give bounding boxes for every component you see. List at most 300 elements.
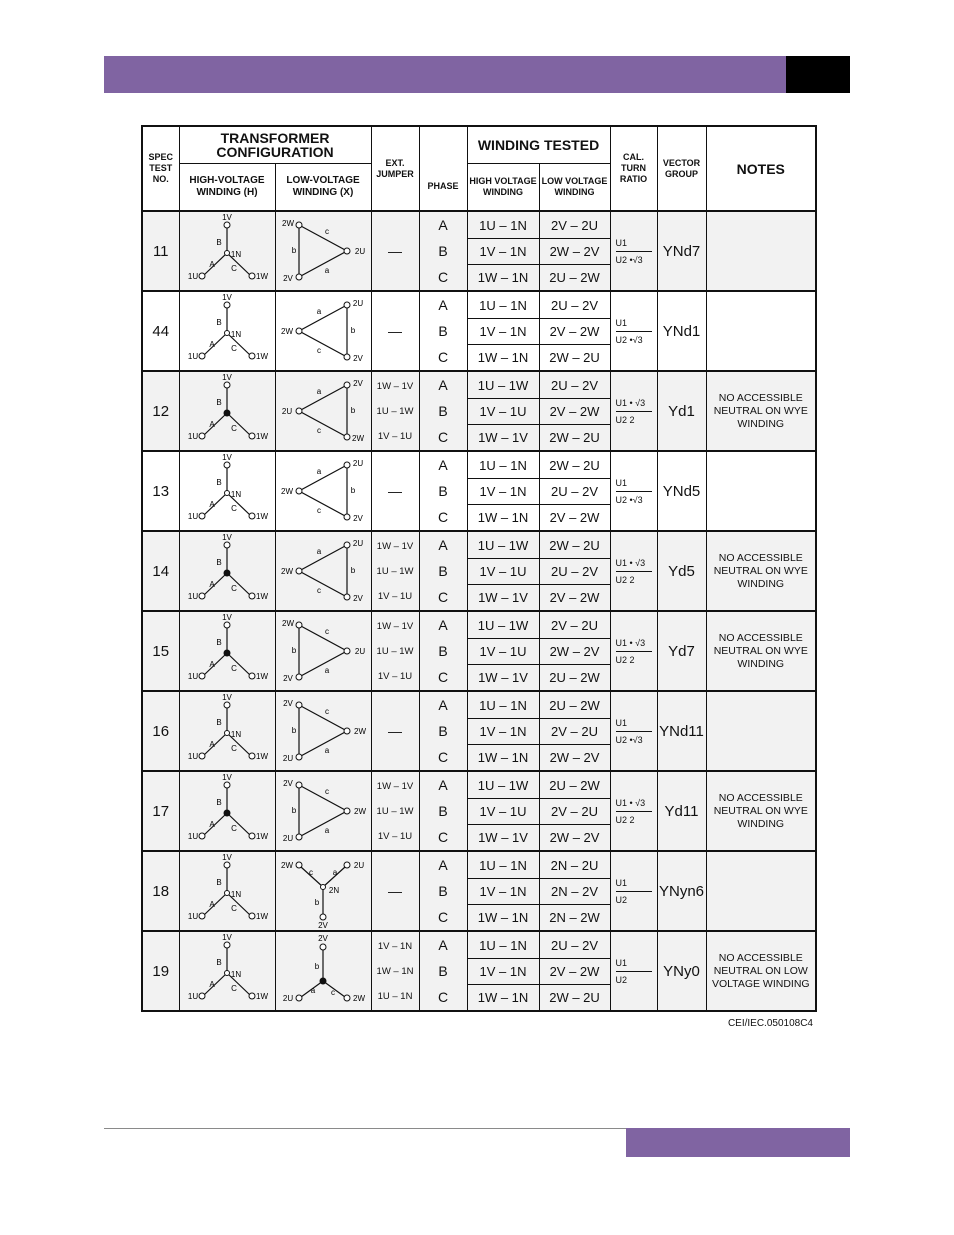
diagram-label: 1N <box>230 250 242 259</box>
vector-group: Yd11 <box>657 771 706 851</box>
hv-winding-value: 1U – 1W <box>468 773 539 799</box>
lv-diagram-icon <box>277 933 369 1009</box>
lv-winding-value: 2W – 2U <box>549 429 600 445</box>
diagram-label: 1V <box>222 613 232 622</box>
vector-group: YNd1 <box>657 291 706 371</box>
lv-winding-value: 2V – 2U <box>540 799 610 825</box>
lv-winding-value: 2N – 2V <box>540 879 610 905</box>
ext-jumper-value: 1V – 1U <box>377 670 413 682</box>
phase-label: C <box>437 669 449 685</box>
phase-label: B <box>438 403 448 419</box>
ratio-numerator: U1 • √3 <box>615 637 646 648</box>
lv-winding-tested <box>539 771 610 851</box>
diagram-label: A <box>209 420 215 429</box>
lv-winding-value: 2W – 2V <box>540 639 610 665</box>
diagram-label: C <box>231 904 237 913</box>
phase-label: B <box>438 723 448 739</box>
diagram-label: c <box>325 707 329 716</box>
table-row <box>142 851 816 931</box>
spec-test-no: 12 <box>142 371 179 451</box>
diagram-label: A <box>209 820 215 829</box>
diagram-label: a <box>316 307 322 316</box>
diagram-label: B <box>216 318 222 327</box>
diagram-label: C <box>231 744 237 753</box>
ext-jumper <box>371 371 419 451</box>
ext-jumper <box>371 931 419 1011</box>
fraction-bar <box>616 811 652 812</box>
wye-diagram-icon <box>182 213 272 289</box>
ext-jumper: — <box>371 451 419 531</box>
diagram-label: a <box>324 826 330 835</box>
ratio-denominator: U2 •√3 <box>615 734 643 745</box>
ext-jumper-header: EXT. JUMPER <box>371 126 419 211</box>
lv-winding-value: 2U – 2W <box>540 693 610 719</box>
vector-group: YNd11 <box>657 691 706 771</box>
lv-diagram-icon <box>277 533 369 609</box>
phase-label: C <box>437 589 449 605</box>
hv-winding-value: 1U – 1N <box>468 853 539 879</box>
lv-winding-tested <box>539 451 610 531</box>
diagram-label: b <box>350 486 356 495</box>
ext-jumper-value: 1U – 1W <box>376 405 414 417</box>
diagram-label: 1W <box>256 752 268 761</box>
notes-cell: NO ACCESSIBLE NEUTRAL ON WYE WINDING <box>706 371 816 451</box>
turn-ratio <box>610 451 657 531</box>
lv-diagram-icon <box>277 373 369 449</box>
diagram-label: 1U <box>187 272 199 281</box>
diagram-label: A <box>209 740 215 749</box>
wye-diagram-icon <box>182 533 272 609</box>
diagram-label: 1U <box>187 992 199 1001</box>
ratio-numerator: U1 <box>615 317 628 328</box>
diagram-label: 1V <box>222 773 232 782</box>
lv-winding-diagram <box>275 211 371 291</box>
fraction-bar <box>616 651 652 652</box>
fraction-bar <box>616 331 652 332</box>
lv-winding-diagram <box>275 691 371 771</box>
diagram-label: 1W <box>256 672 268 681</box>
diagram-label: 1U <box>187 752 199 761</box>
notes-cell: NO ACCESSIBLE NEUTRAL ON WYE WINDING <box>706 611 816 691</box>
diagram-label: c <box>325 787 329 796</box>
lv-winding-value: 2U – 2W <box>549 669 600 685</box>
diagram-label: a <box>324 666 330 675</box>
hv-winding-diagram <box>179 851 275 931</box>
lv-winding-tested <box>539 291 610 371</box>
diagram-label: 1U <box>187 832 199 841</box>
phase-label: A <box>438 297 448 313</box>
phase-cell <box>419 611 467 691</box>
lv-winding-value: 2U – 2W <box>540 773 610 799</box>
diagram-label: c <box>317 586 321 595</box>
hv-winding-value: 1U – 1N <box>468 453 539 479</box>
footer-band <box>626 1128 850 1157</box>
hv-winding-value: 1V – 1N <box>468 239 539 265</box>
turn-ratio <box>610 931 657 1011</box>
diagram-label: b <box>350 326 356 335</box>
diagram-label: C <box>231 584 237 593</box>
diagram-label: 2V <box>283 779 293 788</box>
diagram-label: c <box>317 426 321 435</box>
wye-diagram-icon <box>182 693 272 769</box>
diagram-label: 1W <box>256 992 268 1001</box>
notes-cell: NO ACCESSIBLE NEUTRAL ON WYE WINDING <box>706 531 816 611</box>
lv-winding-value: 2V – 2W <box>540 959 610 985</box>
ext-jumper-value: 1W – 1V <box>376 780 414 792</box>
diagram-label: C <box>231 424 237 433</box>
diagram-label: 2U <box>282 754 294 763</box>
lv-winding-value: 2V – 2W <box>549 589 600 605</box>
diagram-label: a <box>310 986 316 995</box>
diagram-label: b <box>291 246 297 255</box>
diagram-label: 1N <box>230 890 242 899</box>
ratio-numerator: U1 <box>615 717 628 728</box>
spec-test-no: 17 <box>142 771 179 851</box>
notes-cell: NO ACCESSIBLE NEUTRAL ON WYE WINDING <box>706 771 816 851</box>
phase-label: B <box>438 803 448 819</box>
phase-label: B <box>438 483 448 499</box>
lv-winding-value: 2V – 2W <box>540 399 610 425</box>
phase-label: B <box>438 643 448 659</box>
hv-winding-value: 1U – 1N <box>468 293 539 319</box>
notes-cell <box>706 291 816 371</box>
diagram-label: 1N <box>230 490 242 499</box>
lv-winding-value: 2W – 2U <box>540 453 610 479</box>
notes-cell: NO ACCESSIBLE NEUTRAL ON LOW VOLTAGE WINDING <box>706 931 816 1011</box>
phase-cell <box>419 291 467 371</box>
lv-winding-value: 2N – 2W <box>549 909 600 925</box>
diagram-label: 1U <box>187 592 199 601</box>
diagram-label: B <box>216 398 222 407</box>
table-row <box>142 531 816 611</box>
diagram-label: a <box>324 746 330 755</box>
diagram-label: 2U <box>282 834 294 843</box>
lv-winding-diagram <box>275 531 371 611</box>
diagram-label: 1N <box>230 970 242 979</box>
diagram-label: 1V <box>222 693 232 702</box>
lv-winding-value: 2U – 2V <box>540 933 610 959</box>
diagram-label: a <box>316 547 322 556</box>
diagram-label: c <box>325 627 329 636</box>
lv-winding-tested <box>539 931 610 1011</box>
phase-label: A <box>438 537 448 553</box>
table-row <box>142 211 816 291</box>
hv-winding-diagram <box>179 211 275 291</box>
diagram-label: 2V <box>353 594 363 603</box>
lv-diagram-icon <box>277 453 369 529</box>
hv-winding-diagram <box>179 451 275 531</box>
turn-ratio <box>610 531 657 611</box>
ext-jumper: — <box>371 211 419 291</box>
diagram-label: c <box>325 227 329 236</box>
vector-group: YNyn6 <box>657 851 706 931</box>
diagram-label: 2W <box>353 994 365 1003</box>
spec-test-no: 11 <box>142 211 179 291</box>
diagram-label: 2W <box>354 807 366 816</box>
hv-winding-tested <box>467 451 539 531</box>
lv-winding-value: 2U – 2V <box>540 293 610 319</box>
diagram-label: b <box>314 898 320 907</box>
diagram-label: 2W <box>282 619 294 628</box>
diagram-label: 1N <box>230 330 242 339</box>
phase-header-top <box>419 126 467 163</box>
diagram-label: 2W <box>281 567 293 576</box>
diagram-label: 1V <box>222 933 232 942</box>
ratio-denominator: U2 •√3 <box>615 254 643 265</box>
phase-label: A <box>438 457 448 473</box>
diagram-label: b <box>291 646 297 655</box>
spec-test-no-header: SPEC TEST NO. <box>142 126 179 211</box>
diagram-label: 1V <box>222 293 232 302</box>
ext-jumper-value: 1V – 1U <box>377 590 413 602</box>
hv-winding-diagram <box>179 291 275 371</box>
diagram-label: b <box>350 566 356 575</box>
diagram-label: 1W <box>256 912 268 921</box>
diagram-label: a <box>332 868 338 877</box>
lv-winding-value: 2U – 2V <box>540 373 610 399</box>
hv-winding-diagram <box>179 771 275 851</box>
diagram-label: b <box>314 962 320 971</box>
phase-cell <box>419 371 467 451</box>
diagram-label: B <box>216 478 222 487</box>
notes-cell <box>706 691 816 771</box>
figure-caption: CEI/IEC.050108C4 <box>727 1018 813 1029</box>
turn-ratio <box>610 771 657 851</box>
diagram-label: b <box>291 806 297 815</box>
diagram-label: C <box>231 664 237 673</box>
diagram-label: 2W <box>354 727 366 736</box>
notes-cell <box>706 851 816 931</box>
ratio-numerator: U1 <box>615 877 628 888</box>
ext-jumper: — <box>371 291 419 371</box>
spec-test-no: 13 <box>142 451 179 531</box>
ext-jumper-value: 1V – 1U <box>377 430 413 442</box>
phase-label: A <box>438 217 448 233</box>
ext-jumper-value: 1W – 1V <box>376 540 414 552</box>
diagram-label: A <box>209 660 215 669</box>
ratio-denominator: U2 2 <box>615 414 635 425</box>
lv-winding-value: 2V – 2U <box>540 213 610 239</box>
hv-winding-value: 1V – 1N <box>468 879 539 905</box>
hv-winding-diagram <box>179 371 275 451</box>
ext-jumper-value: 1W – 1V <box>376 620 414 632</box>
hv-winding-header: HIGH-VOLTAGE WINDING (H) <box>179 163 275 211</box>
diagram-label: C <box>231 504 237 513</box>
diagram-label: 2V <box>283 274 293 283</box>
diagram-label: 1V <box>222 453 232 462</box>
vector-group: Yd1 <box>657 371 706 451</box>
phase-cell <box>419 531 467 611</box>
diagram-label: A <box>209 580 215 589</box>
phase-label: B <box>438 563 448 579</box>
table-row <box>142 291 816 371</box>
lv-winding-value: 2U – 2V <box>540 559 610 585</box>
diagram-label: 2W <box>281 487 293 496</box>
lv-winding-value: 2N – 2U <box>540 853 610 879</box>
header-band <box>104 56 786 93</box>
hv-winding-value: 1V – 1N <box>468 719 539 745</box>
ext-jumper-value: 1U – 1W <box>376 645 414 657</box>
diagram-label: 1V <box>222 373 232 382</box>
lv-winding-value: 2U – 2V <box>540 479 610 505</box>
diagram-label: 1W <box>256 352 268 361</box>
phase-label: A <box>438 617 448 633</box>
hv-winding-tested <box>467 291 539 371</box>
fraction-bar <box>616 571 652 572</box>
diagram-label: 1N <box>230 730 242 739</box>
diagram-label: 1U <box>187 672 199 681</box>
ext-jumper <box>371 531 419 611</box>
fraction-bar <box>616 491 652 492</box>
diagram-label: B <box>216 718 222 727</box>
ext-jumper: — <box>371 691 419 771</box>
diagram-label: 1W <box>256 512 268 521</box>
hv-winding-value: 1U – 1N <box>468 693 539 719</box>
lv-diagram-icon <box>277 853 369 929</box>
ratio-numerator: U1 <box>615 237 628 248</box>
cal-turn-ratio-header: CAL. TURN RATIO <box>610 126 657 211</box>
diagram-label: 1U <box>187 432 199 441</box>
lv-winding-value: 2V – 2U <box>540 613 610 639</box>
phase-label: B <box>438 243 448 259</box>
phase-header: PHASE <box>419 163 467 211</box>
hv-winding-value: 1W – 1N <box>477 269 529 285</box>
diagram-label: 2W <box>282 219 294 228</box>
diagram-label: 2W <box>281 861 293 870</box>
hv-winding-value: 1V – 1N <box>468 319 539 345</box>
diagram-label: 2U <box>353 861 365 870</box>
table-row <box>142 611 816 691</box>
diagram-label: 2V <box>353 514 363 523</box>
hv-winding-value: 1V – 1U <box>468 399 539 425</box>
diagram-label: 2W <box>281 327 293 336</box>
diagram-label: C <box>231 984 237 993</box>
diagram-label: 1V <box>222 853 232 862</box>
lv-winding-diagram <box>275 611 371 691</box>
diagram-label: B <box>216 638 222 647</box>
lv-winding-tested <box>539 851 610 931</box>
diagram-label: 1V <box>222 213 232 222</box>
diagram-label: 2V <box>318 934 328 943</box>
spec-test-no: 19 <box>142 931 179 1011</box>
diagram-label: C <box>231 264 237 273</box>
phase-cell <box>419 851 467 931</box>
turn-ratio <box>610 691 657 771</box>
lv-winding-value: 2W – 2V <box>549 749 600 765</box>
lv-winding-tested <box>539 211 610 291</box>
lv-winding-value: 2U – 2W <box>549 269 600 285</box>
vector-group: Yd5 <box>657 531 706 611</box>
diagram-label: 2U <box>354 247 366 256</box>
diagram-label: 2N <box>328 886 340 895</box>
lv-winding-tested <box>539 531 610 611</box>
notes-cell <box>706 211 816 291</box>
table-row <box>142 451 816 531</box>
lv-winding-tested <box>539 611 610 691</box>
hv-winding-tested <box>467 531 539 611</box>
diagram-label: 2V <box>353 354 363 363</box>
phase-label: A <box>438 777 448 793</box>
lv-winding-value: 2W – 2U <box>549 349 600 365</box>
hv-winding-value: 1V – 1N <box>468 959 539 985</box>
vector-group: Yd7 <box>657 611 706 691</box>
wye-diagram-icon <box>182 293 272 369</box>
lv-winding-tested <box>539 691 610 771</box>
table-row <box>142 691 816 771</box>
diagram-label: 1W <box>256 832 268 841</box>
diagram-label: C <box>231 344 237 353</box>
hv-winding-value: 1U – 1W <box>468 533 539 559</box>
lv-diagram-icon <box>277 213 369 289</box>
spec-test-no: 18 <box>142 851 179 931</box>
diagram-label: B <box>216 238 222 247</box>
ext-jumper-value: 1V – 1U <box>377 830 413 842</box>
lv-winding-diagram <box>275 851 371 931</box>
diagram-label: 2U <box>352 459 364 468</box>
hv-winding-diagram <box>179 611 275 691</box>
lv-diagram-icon <box>277 693 369 769</box>
hv-winding-value: 1W – 1N <box>477 909 529 925</box>
wye-diagram-icon <box>182 613 272 689</box>
diagram-label: 2U <box>281 407 293 416</box>
hv-winding-value: 1U – 1W <box>468 373 539 399</box>
lv-winding-diagram <box>275 371 371 451</box>
diagram-label: B <box>216 878 222 887</box>
phase-cell <box>419 931 467 1011</box>
table-row <box>142 771 816 851</box>
vector-group-table-wrapper <box>141 125 815 1013</box>
lv-diagram-icon <box>277 773 369 849</box>
hv-winding-diagram <box>179 931 275 1011</box>
hv-winding-tested <box>467 691 539 771</box>
spec-test-no: 16 <box>142 691 179 771</box>
table-row <box>142 931 816 1011</box>
phase-label: A <box>438 857 448 873</box>
notes-header: NOTES <box>706 126 816 211</box>
diagram-label: 2U <box>352 299 364 308</box>
ext-jumper-value: 1W – 1N <box>376 965 414 977</box>
notes-cell <box>706 451 816 531</box>
hv-winding-tested <box>467 771 539 851</box>
spec-test-no: 15 <box>142 611 179 691</box>
phase-label: A <box>438 377 448 393</box>
ratio-denominator: U2 •√3 <box>615 334 643 345</box>
winding-tested-header: WINDING TESTED <box>467 126 610 163</box>
hv-winding-value: 1W – 1V <box>478 829 528 845</box>
diagram-label: A <box>209 340 215 349</box>
spec-test-no: 44 <box>142 291 179 371</box>
diagram-label: c <box>317 346 321 355</box>
hv-winding-value: 1W – 1N <box>477 349 529 365</box>
hv-winding-value: 1W – 1V <box>478 669 528 685</box>
lv-winding-value: 2W – 2U <box>540 533 610 559</box>
hv-winding-value: 1W – 1V <box>478 429 528 445</box>
turn-ratio <box>610 211 657 291</box>
hv-winding-value: 1U – 1N <box>468 933 539 959</box>
hv-winding-tested <box>467 931 539 1011</box>
phase-label: C <box>437 429 449 445</box>
diagram-label: A <box>209 500 215 509</box>
diagram-label: 2V <box>318 921 328 929</box>
diagram-label: c <box>331 988 335 997</box>
ratio-numerator: U1 • √3 <box>615 557 646 568</box>
phase-label: C <box>437 269 449 285</box>
hv-winding-value: 1V – 1U <box>468 559 539 585</box>
diagram-label: 2U <box>352 539 364 548</box>
lv-winding-header: LOW-VOLTAGE WINDING (X) <box>275 163 371 211</box>
diagram-label: b <box>291 726 297 735</box>
diagram-label: B <box>216 558 222 567</box>
